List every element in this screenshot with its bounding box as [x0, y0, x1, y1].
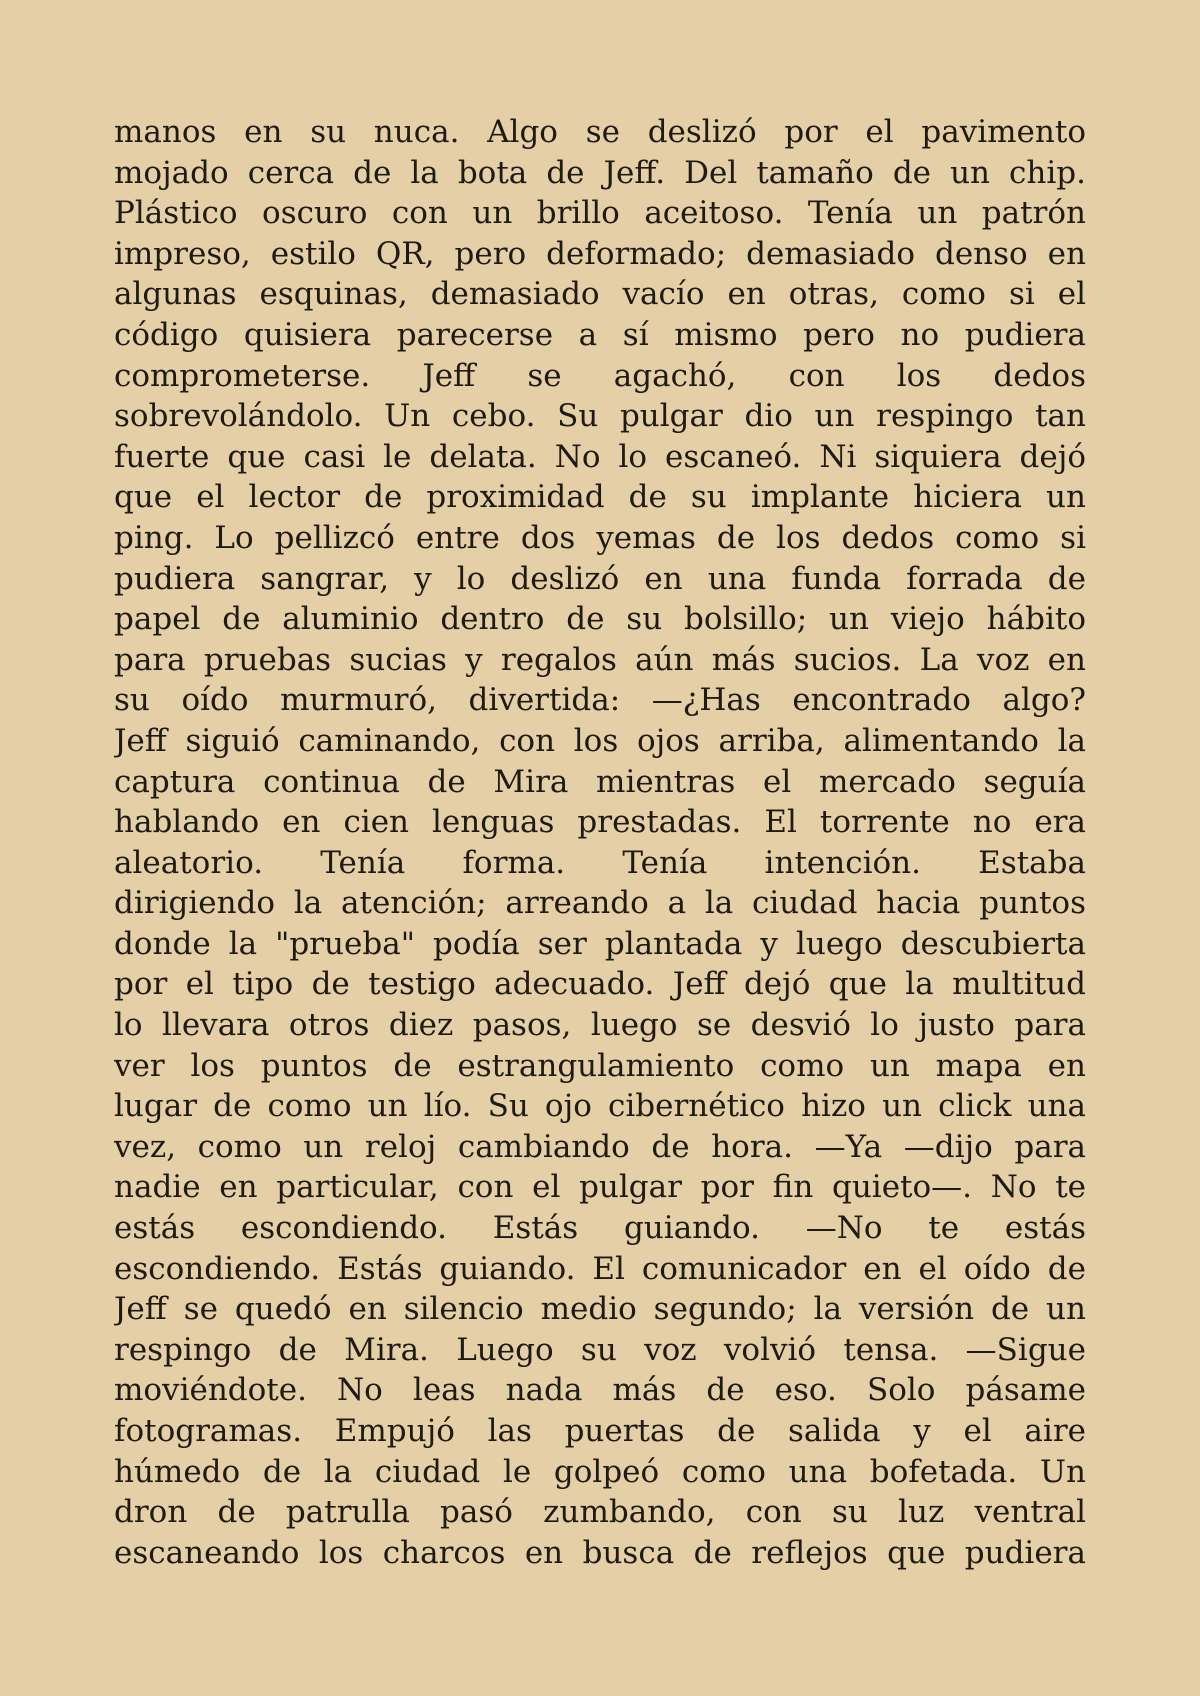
text-line: para pruebas sucias y regalos aún más sucios. La voz en: [114, 641, 1086, 678]
document-page: [114, 112, 1086, 1592]
text-line: respingo de Mira. Luego su voz volvió tensa. —Sigue: [114, 1331, 1086, 1368]
text-line: comprometerse. Jeff se agachó, con los dedos: [114, 357, 1086, 394]
text-line: fotogramas. Empujó las puertas de salida y el aire: [114, 1413, 1086, 1449]
text-line: lugar de como un lío. Su ojo cibernético hizo un click una: [114, 1088, 1086, 1125]
text-line: por el tipo de testigo adecuado. Jeff dejó que la multitud: [114, 966, 1086, 1003]
text-line: ver los puntos de estrangulamiento como un mapa en: [114, 1047, 1086, 1084]
text-line: estás escondiendo. Estás guiando. —No te estás: [114, 1210, 1086, 1247]
text-line: húmedo de la ciudad le golpeó como una bofetada. Un: [114, 1453, 1086, 1490]
text-line: donde la "prueba" podía ser plantada y luego descubierta: [114, 925, 1086, 962]
text-line: vez, como un reloj cambiando de hora. —Ya —dijo para: [114, 1128, 1086, 1165]
text-line: algunas esquinas, demasiado vacío en otras, como si el: [114, 276, 1086, 313]
text-line: lo llevara otros diez pasos, luego se desvió lo justo para: [114, 1007, 1086, 1044]
text-line: su oído murmuró, divertida: —¿Has encontrado algo?: [114, 682, 1086, 719]
text-line: dron de patrulla pasó zumbando, con su luz ventral: [114, 1494, 1086, 1531]
text-line: dirigiendo la atención; arreando a la ciudad hacia puntos: [114, 885, 1086, 922]
text-line: nadie en particular, con el pulgar por fin quieto—. No te: [114, 1169, 1086, 1206]
text-line: Plástico oscuro con un brillo aceitoso. Tenía un patrón: [114, 195, 1086, 232]
text-line: manos en su nuca. Algo se deslizó por el pavimento: [114, 114, 1086, 150]
text-line: papel de aluminio dentro de su bolsillo; un viejo hábito: [114, 601, 1086, 638]
text-line: Jeff siguió caminando, con los ojos arriba, alimentando la: [114, 722, 1086, 759]
text-line: que el lector de proximidad de su implante hiciera un: [114, 479, 1086, 516]
text-line: captura continua de Mira mientras el mercado seguía: [114, 763, 1086, 800]
text-line: código quisiera parecerse a sí mismo pero no pudiera: [114, 316, 1086, 353]
text-line: sobrevolándolo. Un cebo. Su pulgar dio un respingo tan: [114, 398, 1086, 435]
text-line: Jeff se quedó en silencio medio segundo; la versión de un: [114, 1291, 1086, 1328]
text-line: aleatorio. Tenía forma. Tenía intención. Estaba: [114, 844, 1086, 881]
text-line: moviéndote. No leas nada más de eso. Solo pásame: [114, 1372, 1086, 1409]
text-line: impreso, estilo QR, pero deformado; demasiado denso en: [114, 235, 1086, 272]
text-line: escondiendo. Estás guiando. El comunicador en el oído de: [114, 1250, 1086, 1287]
text-line: hablando en cien lenguas prestadas. El torrente no era: [114, 804, 1086, 841]
text-line: escaneando los charcos en busca de reflejos que pudiera: [114, 1534, 1086, 1571]
text-line: mojado cerca de la bota de Jeff. Del tamaño de un chip.: [114, 154, 1086, 191]
text-line: ping. Lo pellizcó entre dos yemas de los dedos como si: [114, 519, 1086, 556]
text-line: fuerte que casi le delata. No lo escaneó. Ni siquiera dejó: [114, 438, 1086, 475]
text-line: pudiera sangrar, y lo deslizó en una funda forrada de: [114, 560, 1086, 597]
